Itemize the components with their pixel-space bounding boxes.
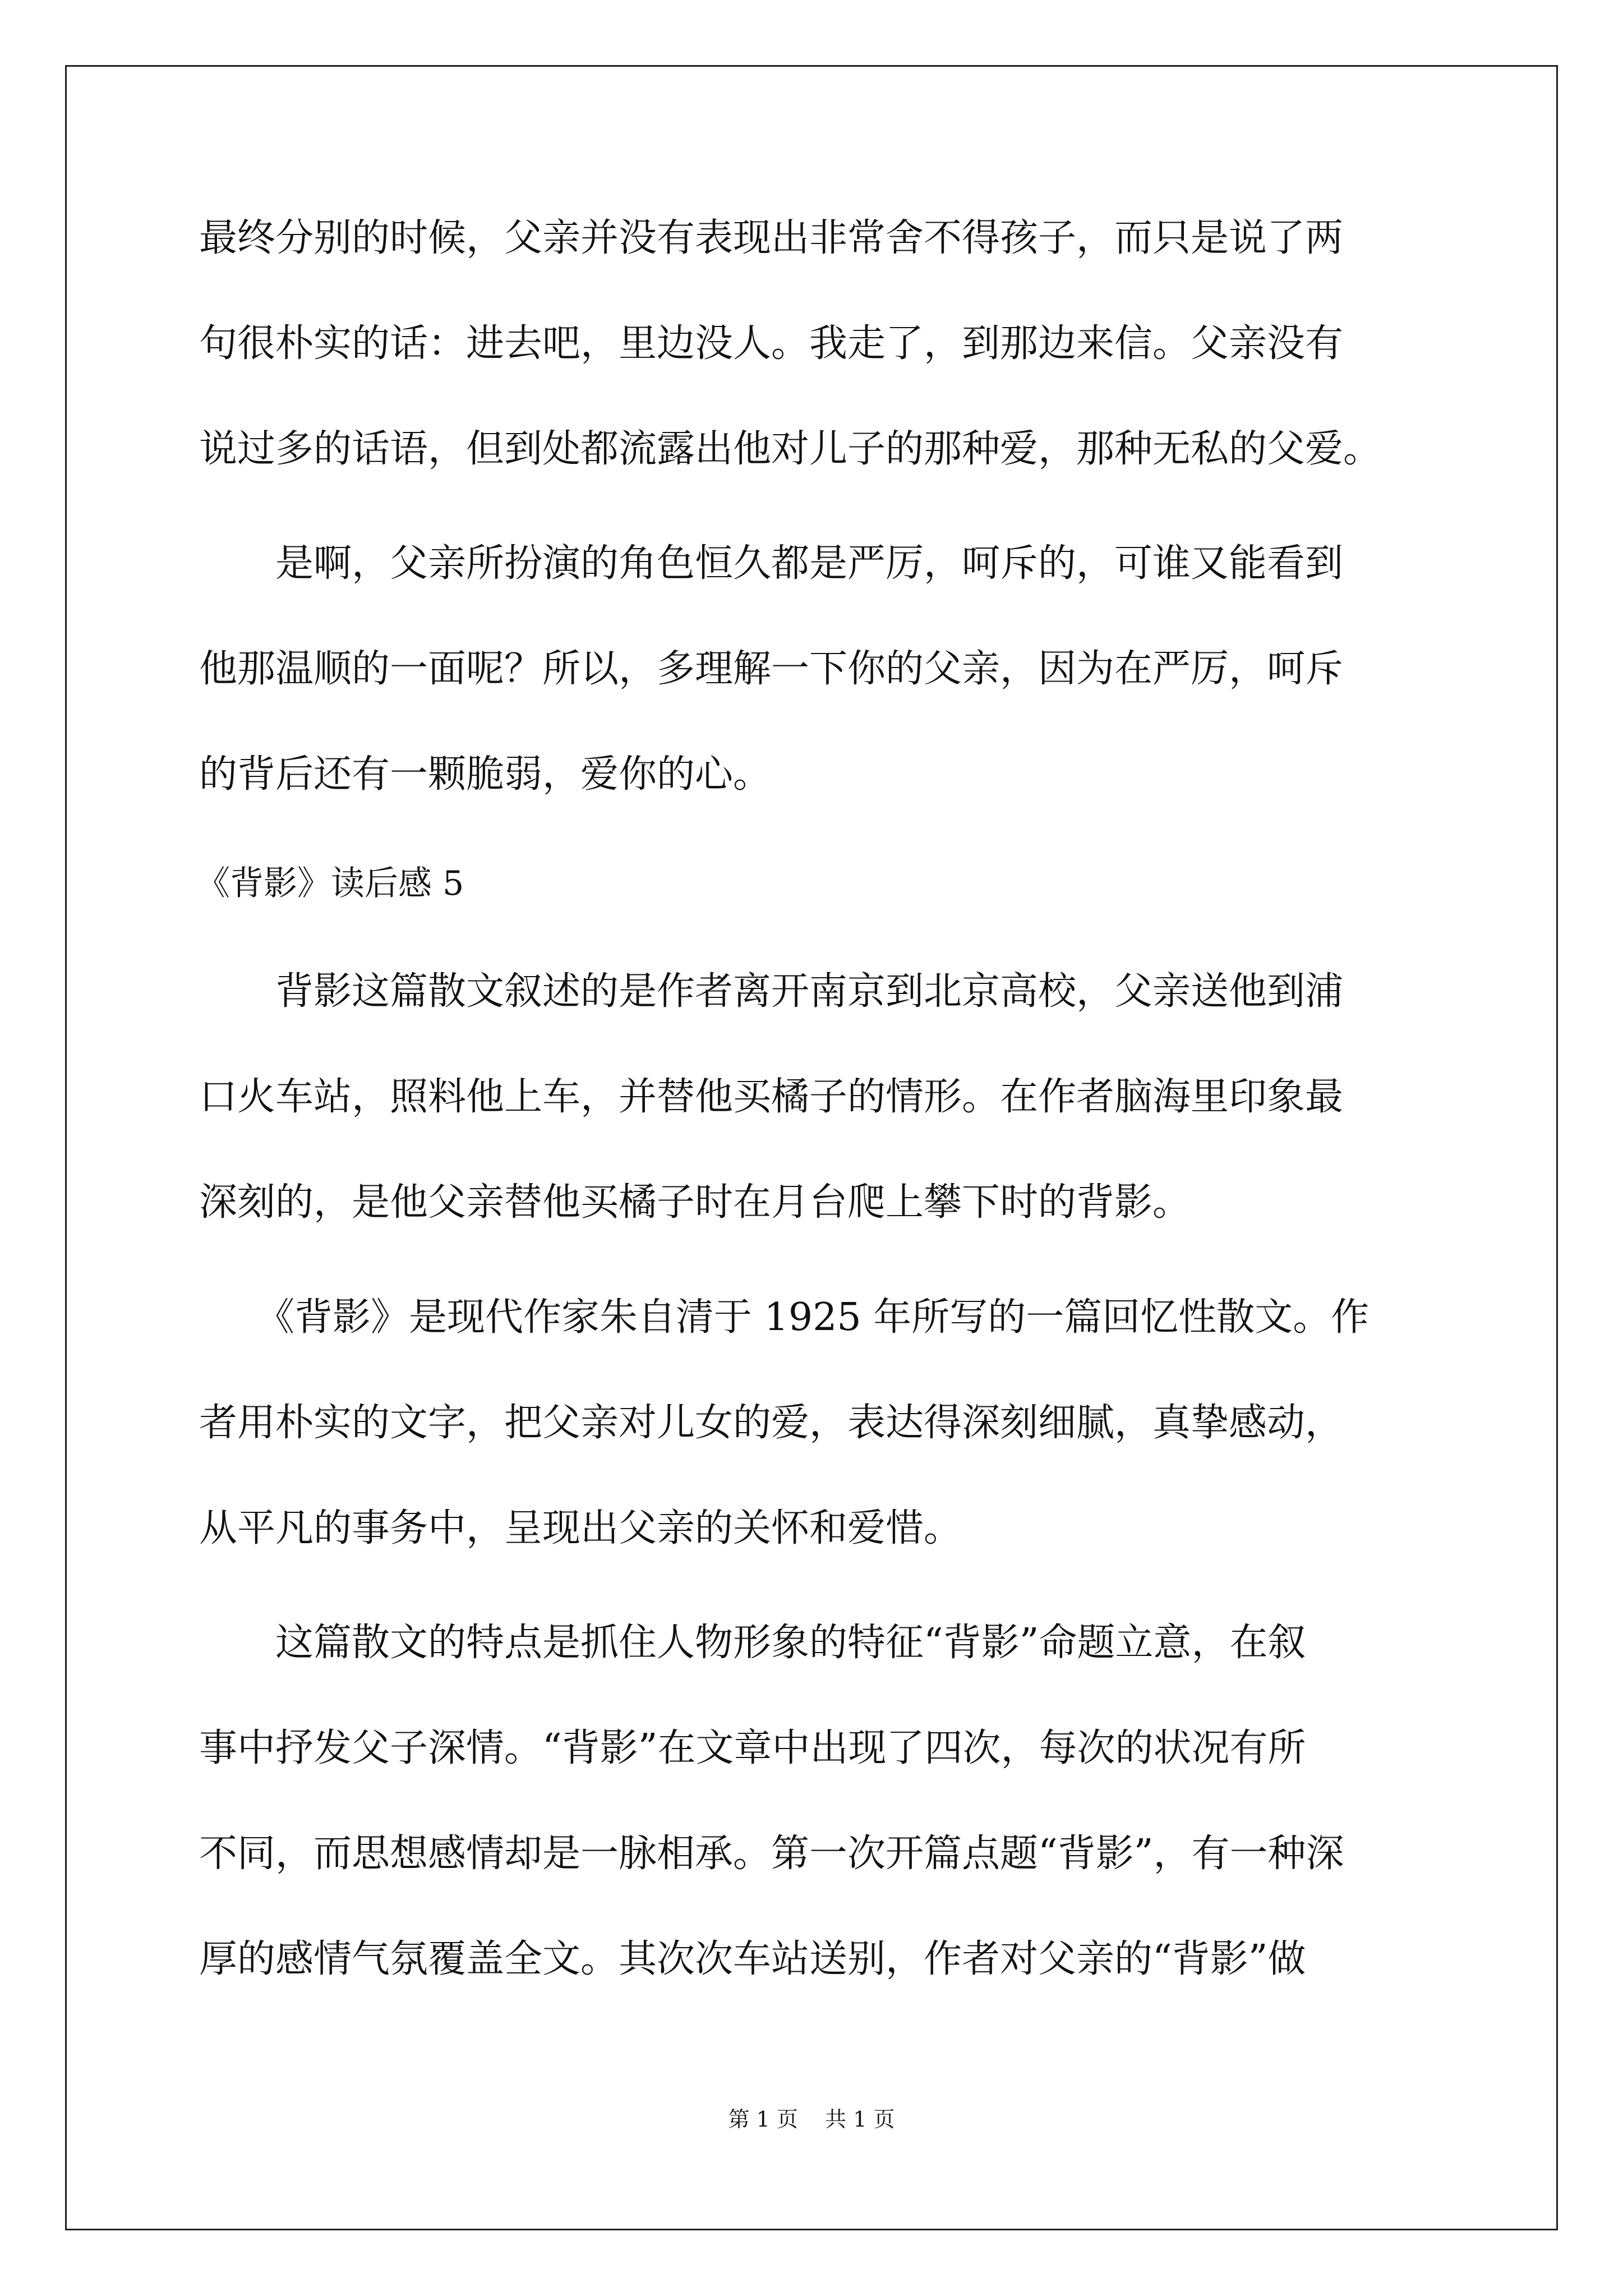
text-line: 句很朴实的话：进去吧，里边没人。我走了，到那边来信。父亲没有	[199, 321, 1344, 366]
text-line: 说过多的话语，但到处都流露出他对儿子的那种爱，那种无私的父爱。	[199, 427, 1382, 471]
text-line: 不同，而思想感情却是一脉相承。第一次开篇点题“背影”，有一种深	[199, 1832, 1344, 1876]
text-line: 厚的感情气氛覆盖全文。其次次车站送别，作者对父亲的“背影”做	[199, 1937, 1306, 1981]
text-line: 事中抒发父子深情。“背影”在文章中出现了四次，每次的状况有所	[199, 1726, 1306, 1770]
text-line: 这篇散文的特点是抓住人物形象的特征“背影”命题立意，在叙	[199, 1621, 1306, 1665]
page-footer: 第 1 页 共 1 页	[728, 2107, 895, 2132]
text-line: 口火车站，照料他上车，并替他买橘子的情形。在作者脑海里印象最	[199, 1075, 1344, 1119]
text-line: 最终分别的时候，父亲并没有表现出非常舍不得孩子，而只是说了两	[199, 216, 1344, 260]
text-line: 者用朴实的文字，把父亲对儿女的爱，表达得深刻细腻，真挚感动，	[199, 1401, 1344, 1445]
text-line: 的背后还有一颗脆弱，爱你的心。	[199, 752, 772, 797]
section-heading: 《背影》读后感 5	[196, 864, 464, 903]
page-border	[65, 65, 1558, 2230]
text-line: 背影这篇散文叙述的是作者离开南京到北京高校，父亲送他到浦	[199, 969, 1344, 1014]
text-line: 《背影》是现代作家朱自清于 1925 年所写的一篇回忆性散文。作	[199, 1295, 1370, 1340]
text-line: 是啊，父亲所扮演的角色恒久都是严厉，呵斥的，可谁又能看到	[199, 541, 1344, 586]
text-line: 从平凡的事务中，呈现出父亲的关怀和爱惜。	[199, 1506, 962, 1550]
text-line: 深刻的，是他父亲替他买橘子时在月台爬上攀下时的背影。	[199, 1180, 1191, 1225]
text-line: 他那温顺的一面呢？所以，多理解一下你的父亲，因为在严厉，呵斥	[199, 647, 1344, 691]
